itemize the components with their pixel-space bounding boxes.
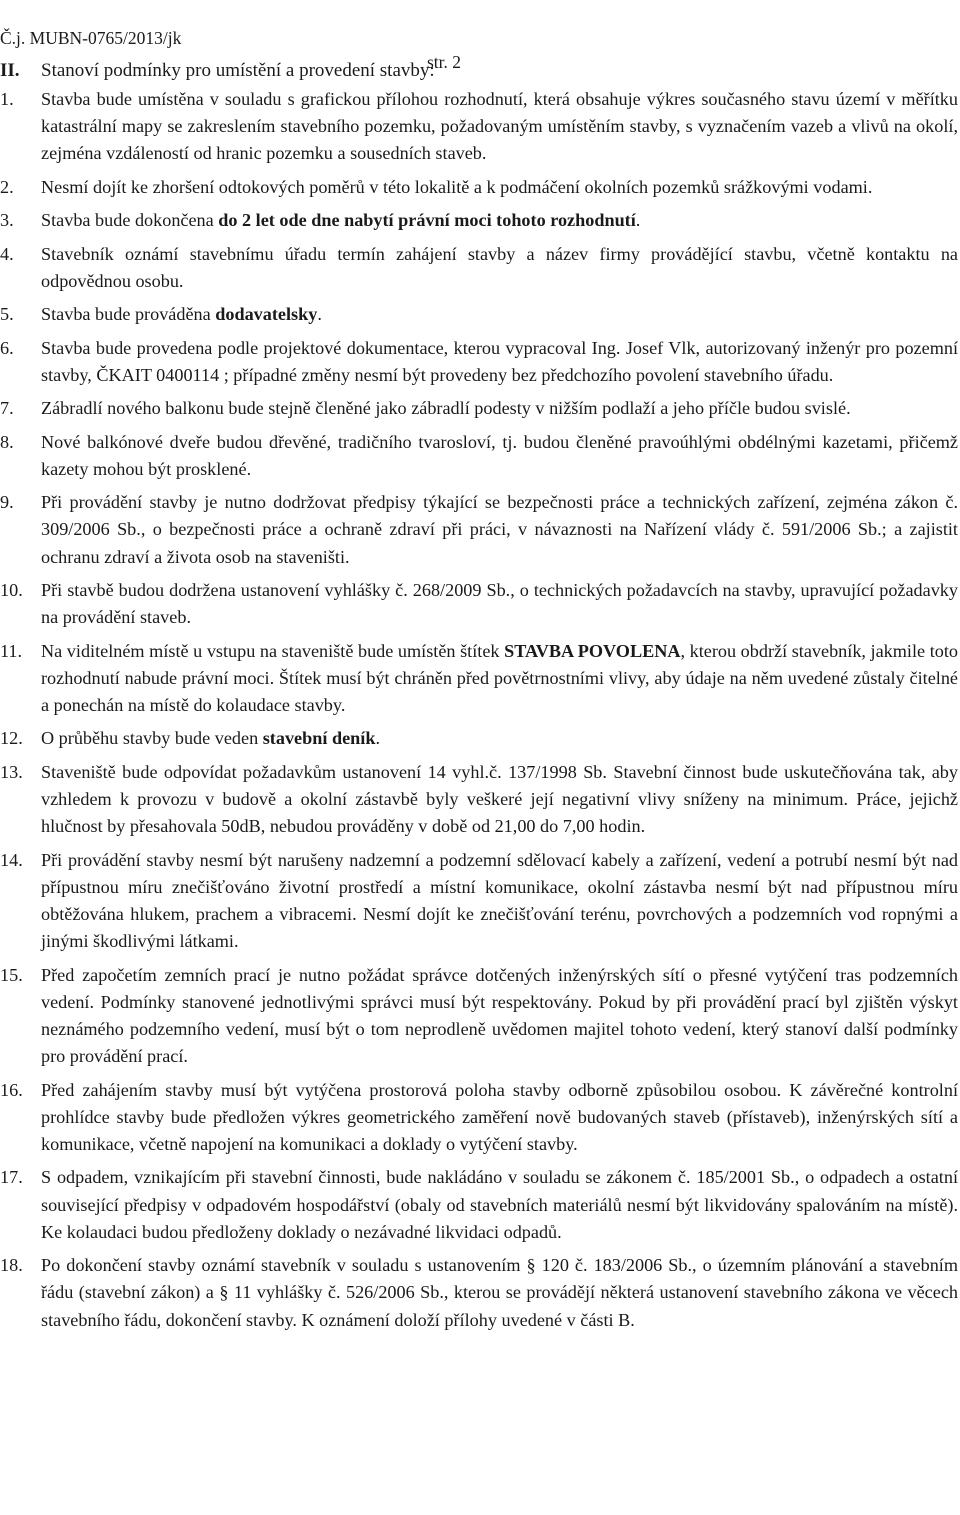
- item-text-bold: do 2 let ode dne nabytí právní moci tohoto rozhodnutí: [218, 210, 636, 231]
- list-item: [0, 1164, 960, 1246]
- item-text-bold: dodavatelsky: [215, 304, 318, 325]
- item-number: 15.: [0, 964, 23, 985]
- item-number: 8.: [0, 431, 14, 452]
- item-number: 17.: [0, 1167, 23, 1188]
- list-item: [0, 847, 960, 956]
- item-text: Stavba bude provedena podle projektové dokumentace, kterou vypracoval Ing. Josef Vlk, autorizovaný inženýr pro pozemní stavby, ČKAIT 0400114 ; případné změny nesmí být provedeny bez předchozího povolení stavebního úřadu.: [41, 337, 958, 385]
- item-number: 13.: [0, 761, 23, 782]
- list-item: [0, 429, 960, 483]
- list-item: [0, 301, 960, 328]
- item-number: 9.: [0, 492, 14, 513]
- list-item: [0, 395, 960, 422]
- item-number: 6.: [0, 337, 14, 358]
- list-item: [0, 759, 960, 841]
- list-item: [0, 335, 960, 389]
- item-number: 12.: [0, 728, 23, 749]
- item-text: [41, 638, 958, 720]
- item-text: Po dokončení stavby oznámí stavebník v souladu s ustanovením § 120 č. 183/2006 Sb., o územním plánování a stavebním řádu (stavební zákon) a § 11 vyhlášky č. 526/2006 Sb., kterou se provádějí některá ustanovení stavebního zákona ve věcech stavebního řádu, dokončení stavby. K oznámení doloží přílohy uvedené v části B.: [41, 1255, 958, 1330]
- item-text: Stavebník oznámí stavebnímu úřadu termín zahájení stavby a název firmy provádějící stavbu, včetně kontaktu na odpovědnou osobu.: [41, 243, 958, 291]
- item-text: S odpadem, vznikajícím při stavební činnosti, bude nakládáno v souladu se zákonem č. 185/2001 Sb., o odpadech a ostatní související předpisy v odpadovém hospodářství (obaly od stavebních materiálů nesmí být likvidovány spalováním na místě). Ke kolaudaci budou předloženy doklady o nezávadné likvidaci odpadů.: [41, 1167, 958, 1242]
- item-text: Nesmí dojít ke zhoršení odtokových poměrů v této lokalitě a k podmáčení okolních pozemků srážkovými vodami.: [41, 176, 873, 197]
- item-text: Zábradlí nového balkonu bude stejně členěné jako zábradlí podesty v nižším podlaží a jeho příčle budou svislé.: [41, 398, 851, 419]
- item-text-part: O průběhu stavby bude veden: [41, 728, 263, 749]
- item-number: 5.: [0, 304, 14, 325]
- section-heading: Stanoví podmínky pro umístění a provedení stavby:: [41, 60, 435, 81]
- item-text: Při provádění stavby nesmí být narušeny nadzemní a podzemní sdělovací kabely a zařízení, vedení a potrubí nesmí být nad přípustnou míru znečišťováno životní prostředí a místní komunikace, okolní zástavba nesmí být nad přípustnou míru obtěžována hlukem, prachem a vibracemi. Nesmí dojít ke znečišťování terénu, povrchových a podzemních vod ropnými a jinými škodlivými látkami.: [41, 849, 958, 952]
- list-item: [0, 489, 960, 571]
- item-number: 1.: [0, 89, 14, 109]
- item-text-part: Stavba bude prováděna: [41, 304, 216, 325]
- item-text-bold: STAVBA POVOLENA: [504, 640, 681, 661]
- item-number: 10.: [0, 579, 23, 600]
- item-text: Stavba bude umístěna v souladu s grafickou přílohou rozhodnutí, která obsahuje výkres současného stavu území v měřítku katastrální mapy se zakreslením stavebního pozemku, požadovaným umístěním stavby, s vyznačením vazeb a vlivů na okolí, zejména vzdáleností od hranic pozemku a sousedních staveb.: [41, 89, 958, 164]
- list-item: [0, 1077, 960, 1159]
- list-item: [0, 1252, 960, 1334]
- list-item: [0, 86, 960, 168]
- list-item: [0, 174, 960, 201]
- item-text-part: .: [635, 210, 641, 231]
- item-text-part: , kterou obdrží stavebník, jakmile toto rozhodnutí nabude právní moci. Štítek musí být chráněn před povětrnostními vlivy, aby údaje na něm uvedené zůstaly čitelné a ponechán na místě do kolaudace stavby.: [41, 640, 958, 715]
- item-text-bold: stavební deník: [262, 728, 376, 749]
- item-text-part: Na viditelném místě u vstupu na staveniště bude umístěn štítek: [41, 640, 505, 661]
- item-text-part: Stavba bude dokončena: [41, 210, 219, 231]
- item-text: Před započetím zemních prací je nutno požádat správce dotčených inženýrských sítí o přesné vytýčení tras podzemních vedení. Podmínky stanovené jednotlivými správci musí být respektovány. Pokud by při provádění prací byl zjištěn výskyt neznámého podzemního vedení, musí být o tom neprodleně uvědomen majitel tohoto vedení, který stanoví další podmínky pro provádění prací.: [41, 964, 958, 1067]
- list-item: [0, 638, 960, 720]
- item-text: Staveniště bude odpovídat požadavkům ustanovení 14 vyhl.č. 137/1998 Sb. Stavební činnost bude uskutečňována tak, aby vzhledem k provozu v budově a okolní zástavbě byly veškeré její negativní vlivy sníženy na minimum. Práce, jejichž hlučnost by přesahovala 50dB, nebudou prováděny v době od 21,00 do 7,00 hodin.: [41, 761, 958, 837]
- item-text-part: .: [317, 304, 322, 325]
- item-number: 16.: [0, 1079, 23, 1100]
- item-text: [41, 207, 958, 234]
- item-number: 3.: [0, 210, 14, 231]
- list-item: [0, 962, 960, 1071]
- list-item: [0, 241, 960, 295]
- item-text: [41, 725, 958, 752]
- item-number: 11.: [0, 640, 23, 661]
- conditions-list: [0, 86, 960, 1340]
- page-number: str. 2: [427, 52, 462, 72]
- list-item: [0, 207, 960, 234]
- item-number: 18.: [0, 1255, 23, 1276]
- item-number: 2.: [0, 176, 14, 197]
- reference-number: Č.j. MUBN-0765/2013/jk: [0, 28, 182, 48]
- list-item: [0, 725, 960, 752]
- item-text: Před zahájením stavby musí být vytýčena prostorová poloha stavby odborně způsobilou osobou. K závěrečné kontrolní prohlídce stavby bude předložen výkres geometrického zaměření nově budovaných staveb (přístaveb), inženýrských sítí a komunikace, včetně napojení na komunikaci a doklady o vytýčení stavby.: [41, 1079, 958, 1154]
- section-number: II.: [0, 60, 20, 81]
- item-number: 14.: [0, 849, 23, 870]
- list-item: [0, 577, 960, 631]
- item-text: [41, 301, 958, 328]
- item-number: 4.: [0, 243, 14, 264]
- item-text-part: .: [375, 728, 380, 749]
- item-text: Při stavbě budou dodržena ustanovení vyhlášky č. 268/2009 Sb., o technických požadavcích na stavby, upravující požadavky na provádění staveb.: [41, 579, 958, 628]
- item-text: Nové balkónové dveře budou dřevěné, tradičního tvarosloví, tj. budou členěné pravoúhlými obdélnými kazetami, přičemž kazety mohou být prosklené.: [41, 431, 958, 479]
- item-text: Při provádění stavby je nutno dodržovat předpisy týkající se bezpečnosti práce a technických zařízení, zejména zákon č. 309/2006 Sb., o bezpečnosti práce a ochraně zdraví při práci, v návaznosti na Nařízení vlády č. 591/2006 Sb.; a zajistit ochranu zdraví a života osob na staveništi.: [41, 492, 958, 567]
- item-number: 7.: [0, 398, 14, 419]
